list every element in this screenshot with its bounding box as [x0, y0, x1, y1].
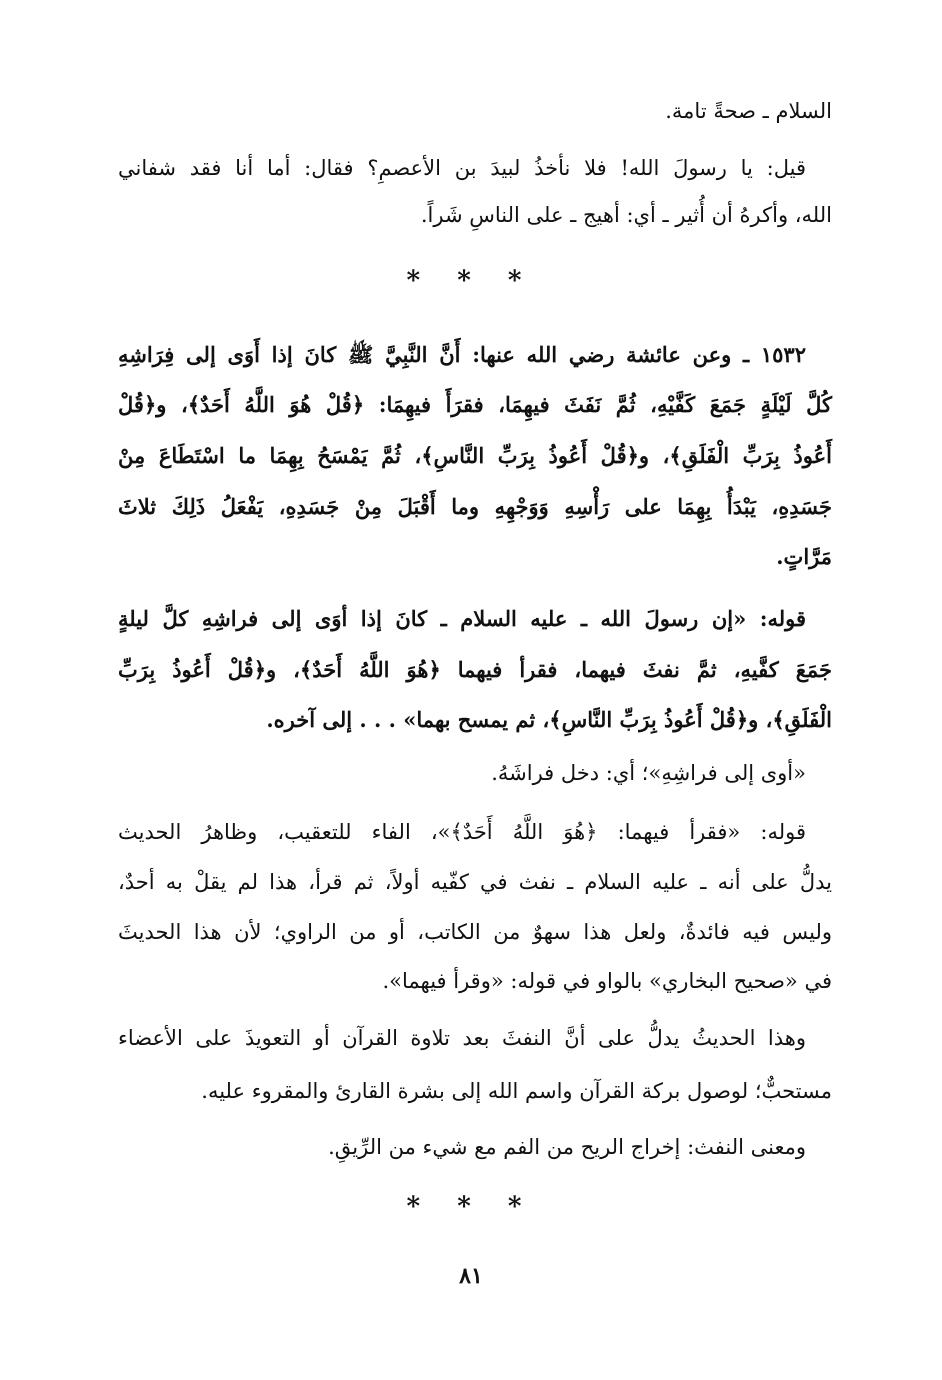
- commentary-line: جَمَعَ كفَّيهِ، ثمَّ نفثَ فيهما، فقرأ فيهما ﴿هُوَ اللَّهُ أَحَدٌ﴾، و﴿قُلْ أَعُوذُ بِرَبِّ: [118, 657, 832, 682]
- section-separator: * * *: [406, 266, 536, 296]
- commentary-line: وليس فيه فائدةٌ، ولعل هذا سهوٌ من الكاتب، أو من الراوي؛ لأن هذا الحديثَ: [118, 920, 832, 944]
- commentary-line: قوله: «إن رسولَ الله ـ عليه السلام ـ كانَ إذا أوَى إلى فراشِهِ كلَّ ليلةٍ: [118, 606, 806, 631]
- commentary-line: وهذا الحديثُ يدلُّ على أنَّ النفثَ بعد تلاوة القرآن أو التعويذَ على الأعضاء: [118, 1026, 806, 1050]
- hadith-line: كُلَّ لَيْلَةٍ جَمَعَ كَفَّيْهِ، ثُمَّ نَفَثَ فيهِمَا، فقرَأَ فيهِمَا: ﴿قُلْ هُوَ اللَّهُ أَحَدٌ﴾، و﴿قُلْ: [118, 392, 832, 417]
- commentary-line: قوله: «فقرأ فيهما: ﴿هُوَ اللَّهُ أَحَدٌ﴾»، الفاء للتعقيب، وظاهرُ الحديث: [118, 820, 806, 844]
- hadith-line: أَعُوذُ بِرَبِّ الْفَلَقِ﴾، و﴿قُلْ أَعُوذُ بِرَبِّ النَّاسِ﴾، ثُمَّ يَمْسَحُ بِهِمَا ما اسْتَطَاعَ مِنْ: [118, 443, 832, 468]
- hadith-line: جَسَدِهِ، يَبْدَأُ بِهِمَا على رَأْسِهِ وَوَجْهِهِ وما أَقْبَلَ مِنْ جَسَدِهِ، يَفْعَلُ ذَلِكَ ثلاثَ: [118, 494, 832, 519]
- continuation-line: السلام ـ صحةً تامة.: [665, 99, 832, 123]
- commentary-line: الْفَلَقِ﴾، و﴿قُلْ أَعُوذُ بِرَبِّ النَّاسِ﴾، ثم يمسح بهما» . . . إلى آخره.: [266, 707, 832, 732]
- hadith-line: مَرَّاتٍ.: [776, 544, 832, 569]
- commentary-line: مستحبٌّ؛ لوصول بركة القرآن واسم الله إلى بشرة القارئ والمقروء عليه.: [201, 1079, 832, 1103]
- commentary-line: في «صحيح البخاري» بالواو في قوله: «وقرأ فيهما».: [382, 969, 832, 993]
- commentary-line: ومعنى النفث: إخراج الريح من الفم مع شيء من الرِّيقِ.: [328, 1135, 806, 1159]
- narrative-line: قيل: يا رسولَ الله! فلا نأخذُ لبيدَ بن الأعصمِ؟ فقال: أما أنا فقد شفاني: [118, 156, 806, 180]
- narrative-line: الله، وأكرهُ أن أُثير ـ أي: أهيج ـ على الناسِ شَراً.: [420, 203, 832, 227]
- hadith-line: ١٥٣٢ ـ وعن عائشة رضي الله عنها: أَنَّ النَّبِيَّ ﷺ كانَ إذا أَوَى إلى فِرَاشِهِ: [118, 342, 806, 367]
- commentary-line: يدلُّ على أنه ـ عليه السلام ـ نفث في كفّيه أولاً، ثم قرأ، هذا لم يقلْ به أحدٌ،: [118, 870, 832, 894]
- section-separator: * * *: [406, 1192, 536, 1222]
- commentary-line: «أوى إلى فراشِهِ»؛ أي: دخل فراشَهُ.: [491, 761, 806, 785]
- page-number: ٨١: [459, 1263, 483, 1289]
